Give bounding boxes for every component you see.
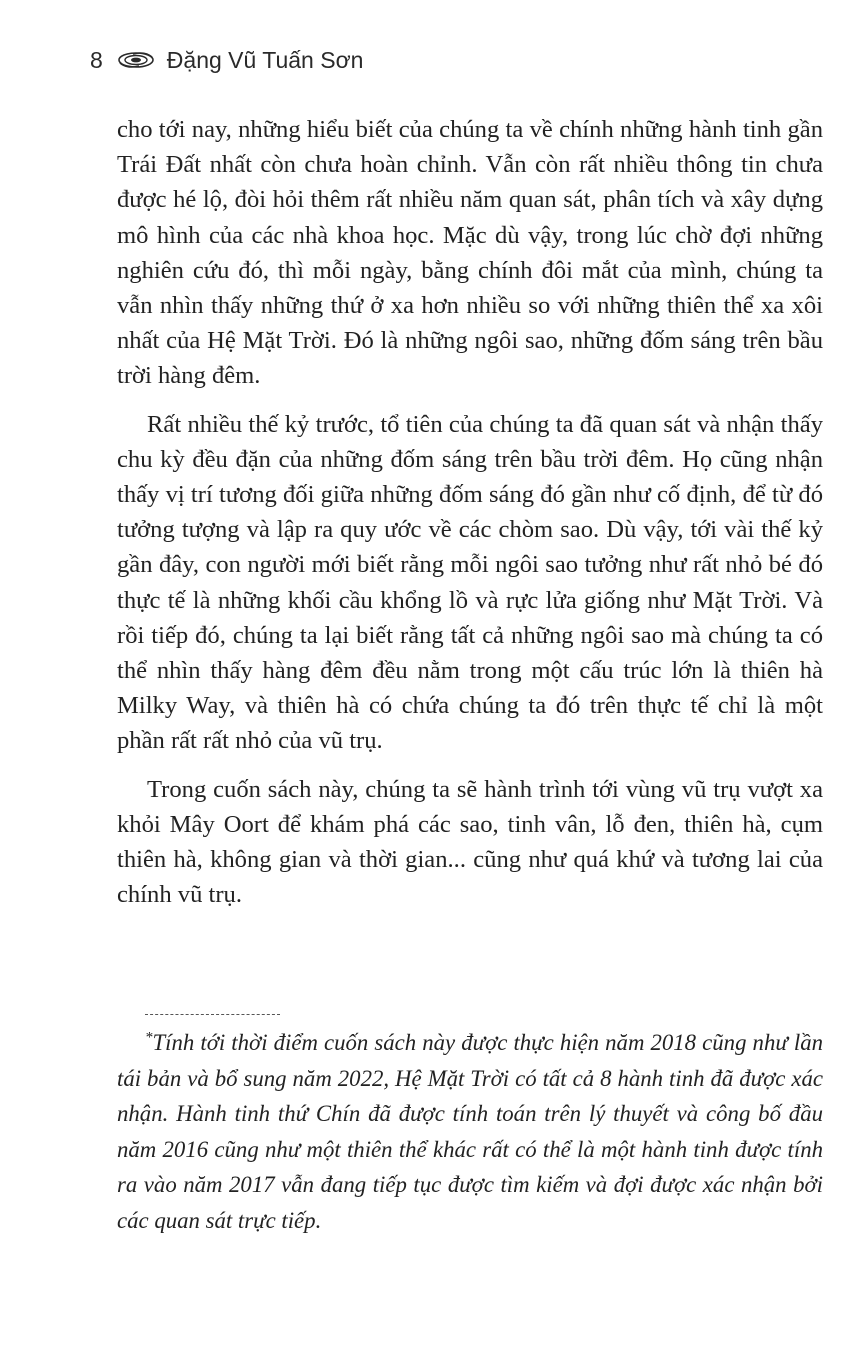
running-header	[90, 40, 363, 80]
footnote-marker: *	[145, 1029, 153, 1046]
page-number: 8	[90, 46, 103, 73]
author-name: Đặng Vũ Tuấn Sơn	[166, 46, 364, 73]
paragraph-2: Rất nhiều thế kỷ trước, tổ tiên của chúng ta đã quan sát và nhận thấy chu kỳ đều đặn của những đốm sáng trên bầu trời đêm. Họ cũng nhận thấy vị trí tương đối giữa những đốm sáng đó gần như cố định, để từ đó tưởng tượng và lập ra quy ước về các chòm sao. Dù vậy, tới vài thế kỷ gần đây, con người mới biết rằng mỗi ngôi sao tưởng như rất nhỏ bé đó thực tế là những khối cầu khổng lồ và rực lửa giống như Mặt Trời. Và rồi tiếp đó, chúng ta lại biết rằng tất cả những ngôi sao mà chúng ta có thể nhìn thấy hàng đêm đều nằm trong một cấu trúc lớn là thiên hà Milky Way, và thiên hà có chứa chúng ta đó trên thực tế chỉ là một phần rất rất nhỏ của vũ trụ.	[117, 410, 823, 755]
footnote-divider	[145, 1014, 280, 1015]
main-text	[117, 112, 823, 925]
paragraph-1: cho tới nay, những hiểu biết của chúng ta về chính những hành tinh gần Trái Đất nhất còn chưa hoàn chỉnh. Vẫn còn rất nhiều thông tin chưa được hé lộ, đòi hỏi thêm rất nhiều năm quan sát, phân tích và xây dựng mô hình của các nhà khoa học. Mặc dù vậy, trong lúc chờ đợi những nghiên cứu đó, thì mỗi ngày, bằng chính đôi mắt của mình, chúng ta vẫn nhìn thấy những thứ ở xa hơn nhiều so với những thiên thể xa xôi nhất của Hệ Mặt Trời. Đó là những ngôi sao, những đốm sáng trên bầu trời hàng đêm.	[117, 116, 823, 390]
footnote-text: Tính tới thời điểm cuốn sách này được thực hiện năm 2018 cũng như lần tái bản và bổ sung năm 2022, Hệ Mặt Trời có tất cả 8 hành tinh đã được xác nhận. Hành tinh thứ Chín đã được tính toán trên lý thuyết và công bố đầu năm 2016 cũng như một thiên thể khác rất có thể là một hành tinh được tính ra vào năm 2017 vẫn đang tiếp tục được tìm kiếm và đợi được xác nhận bởi các quan sát trực tiếp.	[117, 1030, 823, 1233]
galaxy-swirl-icon	[117, 49, 155, 71]
footnote	[117, 1025, 823, 1238]
paragraph-3: Trong cuốn sách này, chúng ta sẽ hành trình tới vùng vũ trụ vượt xa khỏi Mây Oort để khám phá các sao, tinh vân, lỗ đen, thiên hà, cụm thiên hà, không gian và thời gian... cũng như quá khứ và tương lai của chính vũ trụ.	[117, 775, 823, 909]
